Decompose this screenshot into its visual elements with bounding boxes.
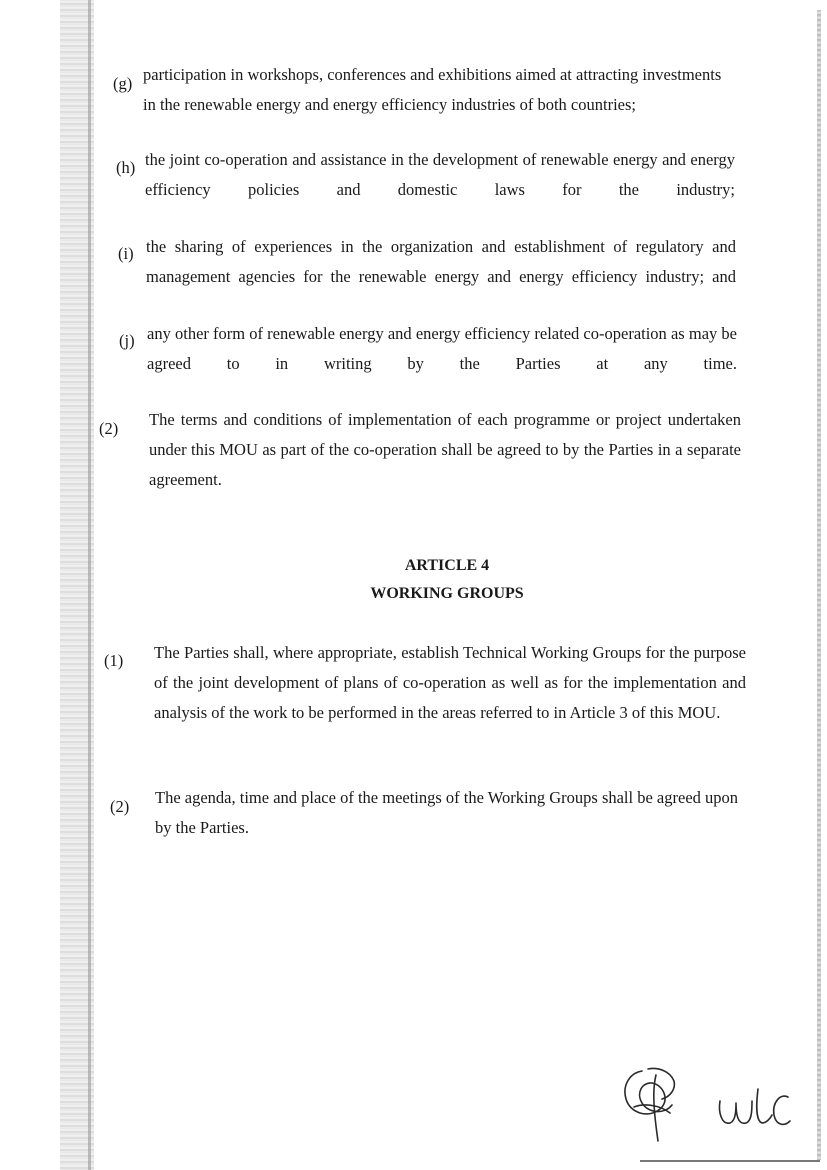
item-j-label: (j) [119, 331, 135, 350]
article4-p1-text: The Parties shall, where appropriate, establish Technical Working Groups for the purpose of the joint development of plans of co-operation as well as for the implementation and analysis of the work to be performed in the areas referred to in Article 3 of this MOU. [154, 643, 746, 722]
article4-p2-label: (2) [110, 797, 130, 816]
item-i-text: the sharing of experiences in the organization and establishment of regulatory and management agencies for the renewable energy and energy efficiency industry; and [146, 237, 736, 286]
item-h-label: (h) [116, 158, 136, 177]
article4-p2-text: The agenda, time and place of the meetings of the Working Groups shall be agreed upon by the Parties. [155, 788, 739, 837]
item-j-text: any other form of renewable energy and energy efficiency related co-operation as may be agreed to in writing by the Parties at any time. [147, 324, 737, 373]
article-heading: ARTICLE 4 [404, 557, 490, 574]
clause-2-text: The terms and conditions of implementation of each programme or project undertaken under this MOU as part of the co-operation shall be agreed to by the Parties in a separate agreement. [149, 410, 741, 489]
article-subheading: WORKING GROUPS [370, 585, 524, 602]
item-i-label: (i) [118, 244, 134, 263]
clause-2-label: (2) [99, 419, 119, 438]
scan-bottom-rule [640, 1160, 820, 1162]
handwritten-signature [612, 1063, 792, 1148]
item-g-label: (g) [113, 74, 133, 93]
item-h-text: the joint co-operation and assistance in the development of renewable energy and energy efficiency policies and domestic laws for the industry; [145, 150, 735, 199]
item-g-text: participation in workshops, conferences and exhibitions aimed at attracting investments in the renewable energy and energy efficiency industries of both countries; [143, 65, 722, 114]
article4-p1-label: (1) [104, 651, 124, 670]
